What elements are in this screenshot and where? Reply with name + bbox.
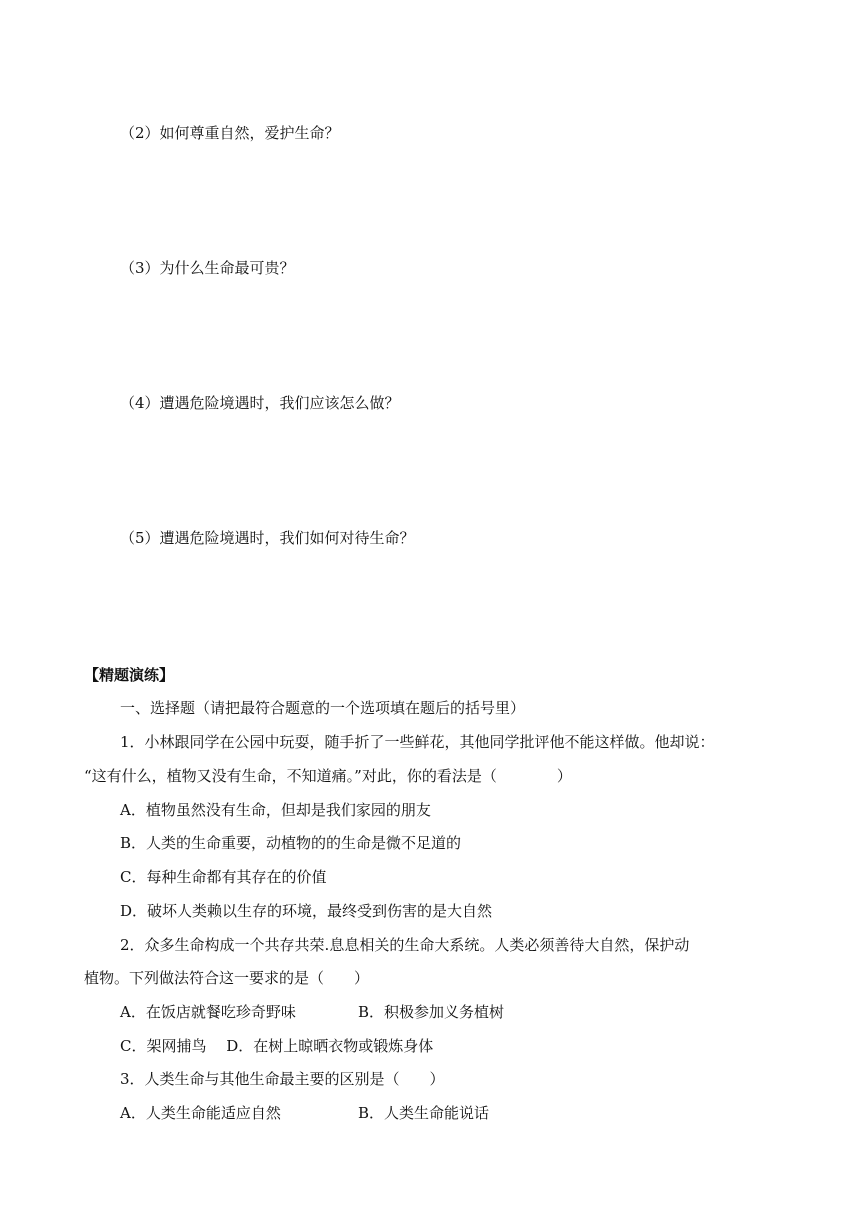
item-2-option-b: B．积极参加义务植树 [358,1003,505,1021]
item-2-options-cd: C．架网捕鸟 D．在树上晾晒衣物或锻炼身体 [120,1037,434,1055]
question-3: （3）为什么生命最可贵？ [120,259,295,277]
item-1-option-d: D．破坏人类赖以生存的环境，最终受到伤害的是大自然 [120,902,493,920]
item-3-stem: 3．人类生命与其他生命最主要的区别是（ ） [120,1070,445,1088]
item-1-stem-line2: “这有什么，植物又没有生命，不知道痛。”对此，你的看法是（ ） [84,767,572,785]
item-3-option-b: B．人类生命能说话 [358,1104,490,1122]
question-5: （5）遭遇危险境遇时，我们如何对待生命？ [120,529,415,547]
question-2: （2）如何尊重自然，爱护生命？ [120,124,340,142]
practice-heading: 【精题演练】 [84,666,175,684]
item-1-option-a: A．植物虽然没有生命，但却是我们家园的朋友 [120,801,431,819]
item-1-stem-line1: 1．小林跟同学在公园中玩耍，随手折了一些鲜花，其他同学批评他不能这样做。他却说： [120,733,715,751]
item-1-option-c: C．每种生命都有其存在的价值 [120,868,327,886]
item-1-option-b: B．人类的生命重要，动植物的的生命是微不足道的 [120,834,462,852]
question-4: （4）遭遇危险境遇时，我们应该怎么做？ [120,394,400,412]
item-2-option-a: A．在饭店就餐吃珍奇野味 [120,1003,296,1021]
item-2-stem-line2: 植物。下列做法符合这一要求的是（ ） [84,969,370,987]
section-title: 一、选择题（请把最符合题意的一个选项填在题后的括号里） [120,699,526,717]
item-2-stem-line1: 2．众多生命构成一个共存共荣.息息相关的生命大系统。人类必须善待大自然，保护动 [120,936,690,954]
item-3-option-a: A．人类生命能适应自然 [120,1104,281,1122]
